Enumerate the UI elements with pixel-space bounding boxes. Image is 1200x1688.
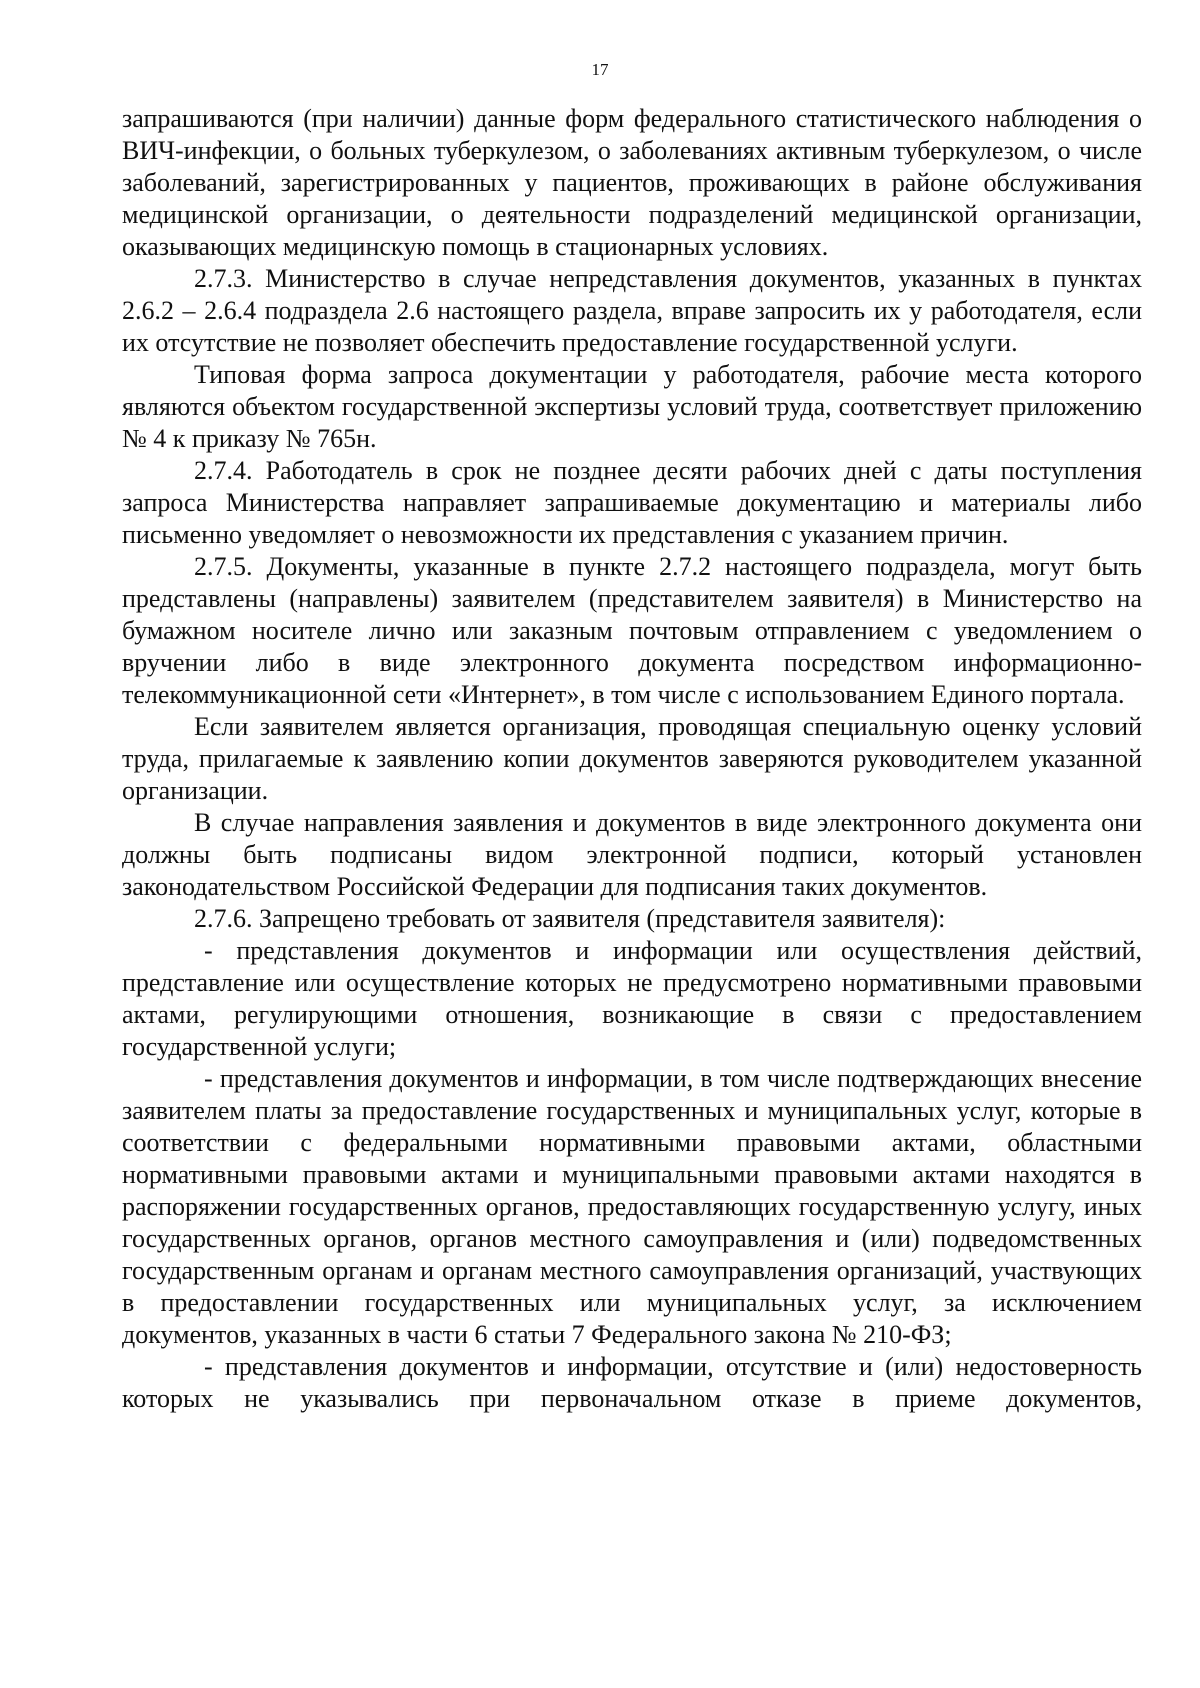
document-body (122, 103, 1142, 1415)
paragraph-continuation: запрашиваются (при наличии) данные форм федерального статистического наблюдения о ВИЧ-инфекции, о больных туберкулезом, о заболеваниях активным туберкулезом, о числе заболеваний, зарегистрированных у пациентов, проживающих в районе обслуживания медицинской организации, о деятельности подразделений медицинской организации, оказывающих медицинскую помощь в стационарных условиях. (122, 104, 1142, 261)
paragraph-2-7-3: 2.7.3. Министерство в случае непредставления документов, указанных в пунктах 2.6.2 – 2.6.4 подраздела 2.6 настоящего раздела, вправе запросить их у работодателя, если их отсутствие не позволяет обеспечить предоставление государственной услуги. (122, 264, 1142, 357)
page-number: 17 (591, 60, 609, 79)
paragraph-sout-organization: Если заявителем является организация, проводящая специальную оценку условий труда, прилагаемые к заявлению копии документов заверяются руководителем указанной организации. (122, 712, 1142, 805)
paragraph-electronic-signature: В случае направления заявления и документов в виде электронного документа они должны быть подписаны видом электронной подписи, который установлен законодательством Российской Федерации для подписания таких документов. (122, 808, 1142, 901)
list-item-refusal: - представления документов и информации, отсутствие и (или) недостоверность которых не указывались при первоначальном отказе в приеме документов, (122, 1352, 1142, 1413)
paragraph-2-7-4: 2.7.4. Работодатель в срок не позднее десяти рабочих дней с даты поступления запроса Министерства направляет запрашиваемые документацию и материалы либо письменно уведомляет о невозможности их представления с указанием причин. (122, 456, 1142, 549)
paragraph-typical-form: Типовая форма запроса документации у работодателя, рабочие места которого являются объектом государственной экспертизы условий труда, соответствует приложению № 4 к приказу № 765н. (122, 360, 1142, 453)
list-item-actions: - представления документов и информации или осуществления действий, представление или осуществление которых не предусмотрено нормативными правовыми актами, регулирующими отношения, возникающие в связи с предоставлением государственной услуги; (122, 936, 1142, 1061)
paragraph-2-7-5: 2.7.5. Документы, указанные в пункте 2.7.2 настоящего подраздела, могут быть представлены (направлены) заявителем (представителем заявителя) в Министерство на бумажном носителе лично или заказным почтовым отправлением с уведомлением о вручении либо в виде электронного документа посредством информационно-телекоммуникационной сети «Интернет», в том числе с использованием Единого портала. (122, 552, 1142, 709)
paragraph-2-7-6: 2.7.6. Запрещено требовать от заявителя (представителя заявителя): (194, 904, 946, 933)
list-item-documents: - представления документов и информации, в том числе подтверждающих внесение заявителем платы за предоставление государственных и муниципальных услуг, которые в соответствии с федеральными нормативными правовыми актами, областными нормативными правовыми актами и муниципальными правовыми актами находятся в распоряжении государственных органов, предоставляющих государственную услугу, иных государственных органов, органов местного самоуправления и (или) подведомственных государственным органам и органам местного самоуправления организаций, участвующих в предоставлении государственных или муниципальных услуг, за исключением документов, указанных в части 6 статьи 7 Федерального закона № 210-ФЗ; (122, 1064, 1142, 1349)
